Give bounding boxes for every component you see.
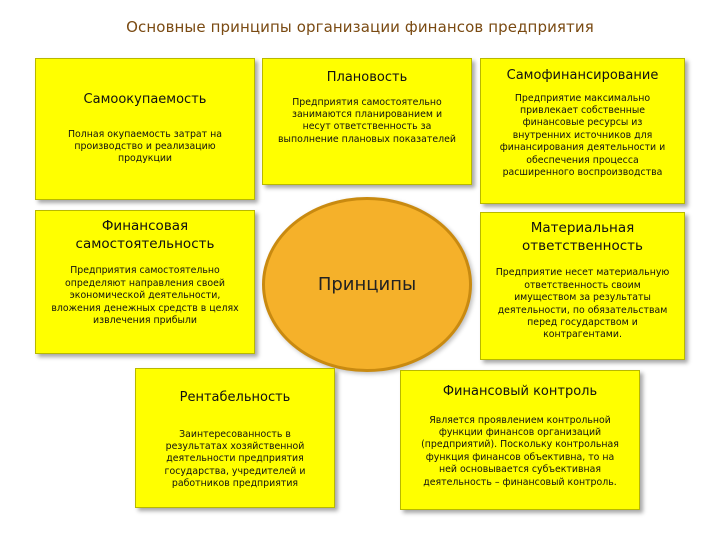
box-profitability [135,368,335,508]
box-planning [262,58,472,185]
profitability-heading: Рентабельность [179,390,291,405]
planning-description: Предприятия самостоятельно занимаются планированием и несут ответственность за выполнение плановых показателей [278,96,456,145]
box-financial-independence [35,210,255,354]
principles-circle [262,197,472,372]
financial-independence-heading: Финансовая самостоятельность [75,218,215,253]
self-financing-description: Предприятие максимально привлекает собственные финансовые ресурсы из внутренних источников для финансирования деятельности и обеспечения процесса расширенного воспроизводства [499,92,666,178]
planning-heading: Плановость [326,70,408,85]
box-material-responsibility [480,212,685,360]
box-self-financing [480,58,685,204]
self-payback-heading: Самоокупаемость [83,92,207,107]
box-financial-control [400,370,640,510]
financial-control-heading: Финансовый контроль [442,384,598,399]
self-financing-heading: Самофинансирование [506,68,659,83]
principles-label: Принципы [317,274,417,295]
profitability-description: Заинтересованность в результатах хозяйственной деятельности предприятия государства, учредителей и работников предприятия [164,428,306,490]
box-self-payback [35,58,255,200]
material-responsibility-heading: Материальная ответственность [522,220,643,255]
financial-independence-description: Предприятия самостоятельно определяют направления своей экономической деятельности, вложения денежных средств в целях извлечения прибыли [51,265,239,327]
financial-control-description: Является проявлением контрольной функции финансов организаций (предприятий). Поскольку контрольная функция финансов объективна, то на ней основывается субъективная деятельность – финансовый контроль. [421,414,619,488]
self-payback-description: Полная окупаемость затрат на производство и реализацию продукции [68,128,222,165]
material-responsibility-description: Предприятие несет материальную ответственность своим имуществом за результаты деятельности, по обязательствам перед государством и контрагентами. [495,267,670,341]
page-title: Основные принципы организации финансов предприятия [126,18,594,36]
